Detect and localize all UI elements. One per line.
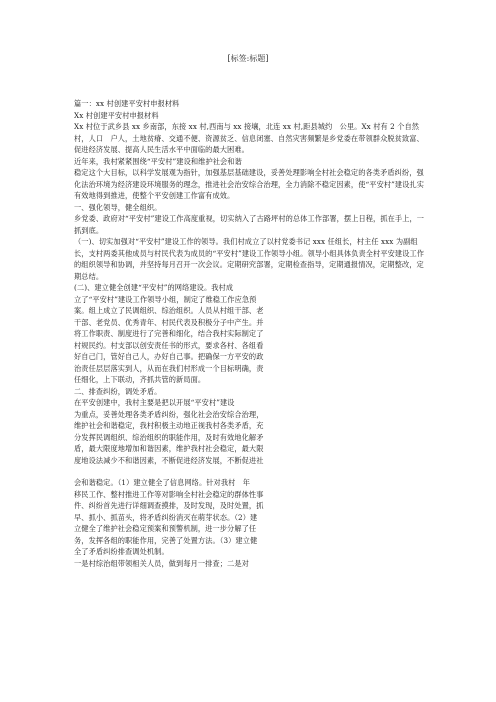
text-line: 早、抓小、抓苗头，将矛盾纠纷消灭在萌芽状态。（2）建 (74, 512, 258, 522)
text-line: 一、强化领导，健全组织。 (74, 202, 162, 212)
text-paragraph: Xx 村位于武乡县 xx 乡南部，东接 xx 村,西南与 xx 接壤，北连 xx 村,距县城约 公里。Xx 村有 2 个自然村，人口 户人，土地贫瘠、交通不便、资源贫乏、信息闭塞、自然灾害频繁是乡党委在带领群众脱贫致富、促进经济发展、提高人民生活水平中面临的最大困难。 (74, 122, 424, 154)
text-line: 维护社会和谐稳定，我村积极主动地正视我村各类矛盾，充 (74, 421, 264, 430)
text-line: 盾，最大限度地增加和谐因素，维护我村社会稳定，最大限 (74, 444, 264, 453)
text-line: 分发挥民调组织、综治组织的职能作用，及时有效地化解矛 (74, 432, 264, 442)
text-line: 度地设法减少不和谐因素，不断促进经济发展，不断促进社 (74, 455, 264, 465)
text-line: 村规民约。村支部以创安责任书的形式，要求各村、各组看 (74, 340, 264, 350)
text-paragraph: 乡党委、政府对“平安村”建设工作高度重视，切实纳入了古路坪村的总体工作部署，摆上日程，抓在手上，一抓到底。 (74, 214, 425, 235)
text-line: 近年来，我村紧紧围绕“平安村”建设和维护社会和谐 (74, 156, 242, 166)
tag-title: [标签:标题] (227, 54, 269, 63)
text-line: (二)、建立健全创建“平安村”的网络建设。我村成 (74, 283, 234, 292)
text-line: 二、排查纠纷，调处矛盾。 (74, 386, 162, 396)
text-line: 为重点，妥善处理各类矛盾纠纷，强化社会治安综合治理， (74, 409, 264, 419)
text-line: 会和谐稳定。（1）建立健全了信息网络。针对我村 年 (74, 478, 250, 487)
text-line: 全了矛盾纠纷排查调处机制。 (74, 547, 169, 556)
text-paragraph: （一)、切实加强对“平安村”建设工作的领导。我们村成立了以村党委书记 xxx 任组长，村主任 xxx 为副组长，支村两委其他成员与村民代表为成员的“平安村”建设工作领导小组。领导小组具体负责全村平安建设工作的组织领导和协调，并坚持每月召开一次会议。定期研究部署，定期检查指导，定期通报情况，定期整改，定期总结。 (74, 237, 425, 281)
text-line: 移民工作、整村推进工作等对影响全村社会稳定的群体性事 (74, 489, 264, 499)
document-body (74, 98, 426, 569)
text-line: 在平安创建中，我村主要是把以开展“平安村”建设 (74, 398, 235, 407)
paragraph-gap (74, 466, 426, 477)
text-line: 任细化，上下联动，齐抓共管的新局面。 (74, 375, 206, 384)
text-line: 好自己门，管好自己人，办好自己事。把确保一方平安的政 (74, 352, 264, 361)
text-line: 立了“平安村”建设工作领导小组，制定了维稳工作应急预 (74, 294, 257, 304)
text-line: 治责任层层落实到人，从而在我们村形成一个目标明确，责 (74, 363, 264, 373)
text-line: 干部、老党员、优秀青年、村民代表及积极分子中产生。并 (74, 317, 264, 327)
text-line: 一是村综治组带领相关人员，做到每月一排查；二是对 (74, 558, 249, 568)
text-line: 案。组上成立了民调组织、综治组织。人员从村组干部、老 (74, 306, 264, 315)
text-line: 件、纠纷首先进行详细调查摸排，及时发现，及时处置，抓 (74, 501, 264, 510)
text-line: Xx 村创建平安村申报材料 (74, 110, 159, 120)
text-paragraph: 稳定这个大目标，以科学发展观为指针，加强基层基础建设，妥善处理影响全村社会稳定的各类矛盾纠纷，强化法治环境为经济建设环境服务的理念，推进社会治安综合治理，全力消除不稳定因素，使“平安村”建设扎实有效地得到推进，使整个平安创建工作富有成效。 (74, 168, 425, 200)
text-line: 将工作职责、制度进行了完善和细化，结合我村实际制定了 (74, 329, 264, 338)
text-line: 立健全了维护社会稳定预案和预警机制，进一步分解了任 (74, 524, 257, 533)
text-line: 篇一：xx 村创建平安村申报材料 (74, 99, 180, 108)
text-line: 务，发挥各组的职能作用，完善了处置方法。（3）建立健 (74, 535, 258, 545)
